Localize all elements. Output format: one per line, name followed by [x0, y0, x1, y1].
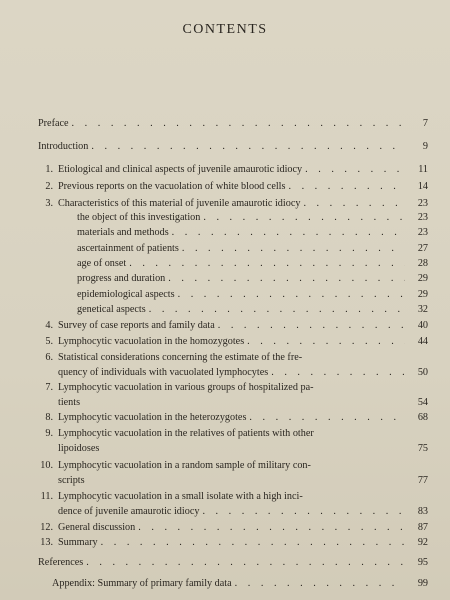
leader-dots [247, 336, 405, 348]
chapter-number: 2. [45, 181, 53, 192]
toc-entry [38, 382, 428, 409]
toc-subentry [77, 227, 428, 239]
toc-page-number: 9 [422, 141, 428, 152]
toc-page-number: 11 [418, 164, 428, 175]
toc-entry-title: Statistical considerations concerning the estimate of the fre- [58, 352, 303, 363]
leader-dots [129, 258, 405, 270]
toc-page-number: 77 [417, 475, 428, 486]
toc-entry-title: Introduction [38, 141, 89, 152]
toc-page-number: 29 [417, 289, 428, 300]
toc-page-number: 87 [417, 522, 428, 533]
toc-page-number: 28 [417, 258, 428, 269]
toc-entry [38, 537, 428, 549]
leader-dots [168, 273, 405, 285]
chapter-number: 5. [45, 336, 53, 347]
toc-entry-title: Etiological and clinical aspects of juvenile amaurotic idiocy [58, 164, 303, 175]
chapter-number: 10. [40, 460, 53, 471]
leader-dots [86, 557, 405, 569]
chapter-number: 4. [45, 320, 53, 331]
toc-page-number: 99 [417, 578, 428, 589]
toc-entry [38, 460, 428, 487]
toc-entry [38, 164, 428, 176]
toc-entry-title: Appendix: Summary of primary family data [52, 578, 232, 589]
toc-page-number: 23 [417, 227, 428, 238]
leader-dots [138, 522, 405, 534]
toc-entry [38, 522, 428, 534]
leader-dots [203, 212, 405, 224]
leader-dots [271, 367, 405, 379]
toc-entry-references [38, 557, 428, 569]
toc-entry [38, 491, 428, 518]
toc-page-number: 54 [417, 397, 428, 408]
toc-subentry [77, 289, 428, 301]
toc-entry [38, 198, 428, 210]
toc-entry-title: Preface [38, 118, 69, 129]
toc-subentry-title: epidemiological aspects [77, 289, 175, 300]
toc-entry-title: Lymphocytic vacuolation in a small isolate with a high inci- [58, 491, 303, 502]
toc-page-number: 29 [417, 273, 428, 284]
toc-subentry [77, 258, 428, 270]
leader-dots [303, 198, 405, 210]
toc-entry-title: Lymphocytic vacuolation in the heterozygotes [58, 412, 247, 423]
chapter-number: 1. [45, 164, 53, 175]
toc-page-number: 92 [417, 537, 428, 548]
chapter-number: 11. [40, 491, 53, 502]
leader-dots [101, 537, 405, 549]
chapter-number: 9. [45, 428, 53, 439]
toc-entry-title: Lymphocytic vacuolation in the homozygotes [58, 336, 245, 347]
toc-subentry-title: progress and duration [77, 273, 166, 284]
leader-dots [149, 304, 405, 316]
toc-page-number: 50 [417, 367, 428, 378]
toc-entry-preface [38, 118, 428, 130]
toc-entry-title-continued: scripts [58, 475, 85, 486]
toc-subentry-title: the object of this investigation [77, 212, 201, 223]
toc-entry-introduction [38, 141, 428, 153]
chapter-number: 12. [40, 522, 53, 533]
toc-entry-title: Summary [58, 537, 98, 548]
toc-subentry [77, 304, 428, 316]
toc-subentry-title: age of onset [77, 258, 127, 269]
toc-page-number: 14 [417, 181, 428, 192]
toc-entry-title: General discussion [58, 522, 136, 533]
toc-entry-title: Characteristics of this material of juvenile amaurotic idiocy [58, 198, 301, 209]
chapter-number: 8. [45, 412, 53, 423]
toc-entry [38, 181, 428, 193]
toc-entry-title-continued: lipoidoses [58, 443, 100, 454]
toc-entry-title-continued: dence of juvenile amaurotic idiocy [58, 506, 200, 517]
leader-dots [182, 243, 405, 255]
toc-entry-title: Lymphocytic vacuolation in various groups of hospitalized pa- [58, 382, 314, 393]
toc-subentry-title: genetical aspects [77, 304, 146, 315]
toc-entry-appendix [52, 578, 428, 590]
toc-subentry [77, 243, 428, 255]
toc-entry [38, 352, 428, 379]
toc-entry [38, 320, 428, 332]
toc-page-number: 75 [417, 443, 428, 454]
toc-subentry-title: ascertainment of patients [77, 243, 179, 254]
leader-dots [235, 578, 405, 590]
toc-page-number: 27 [417, 243, 428, 254]
toc-entry [38, 428, 428, 455]
chapter-number: 7. [45, 382, 53, 393]
toc-entry-title: Lymphocytic vacuolation in the relatives of patients with other [58, 428, 314, 439]
leader-dots [202, 506, 405, 518]
leader-dots [172, 227, 405, 239]
toc-entry [38, 336, 428, 348]
toc-subentry [77, 212, 428, 224]
toc-entry-title: Previous reports on the vacuolation of white blood cells [58, 181, 286, 192]
chapter-number: 13. [40, 537, 53, 548]
toc-entry-title: References [38, 557, 84, 568]
leader-dots [72, 118, 405, 130]
toc-entry-title-continued: tients [58, 397, 81, 408]
page-title: CONTENTS [182, 22, 268, 37]
chapter-number: 3. [45, 198, 53, 209]
toc-page-number: 83 [417, 506, 428, 517]
leader-dots [91, 141, 405, 153]
toc-subentry [77, 273, 428, 285]
toc-page-number: 23 [417, 198, 428, 209]
leader-dots [305, 164, 405, 176]
leader-dots [288, 181, 405, 193]
leader-dots [249, 412, 405, 424]
toc-entry-title: Lymphocytic vacuolation in a random sample of military con- [58, 460, 311, 471]
toc-entry [38, 412, 428, 424]
toc-page-number: 23 [417, 212, 428, 223]
toc-page-number: 95 [417, 557, 428, 568]
toc-subentry-title: materials and methods [77, 227, 169, 238]
chapter-number: 6. [45, 352, 53, 363]
toc-page-number: 40 [417, 320, 428, 331]
toc-page-number: 32 [417, 304, 428, 315]
leader-dots [178, 289, 405, 301]
toc-entry-title-continued: quency of individuals with vacuolated lymphocytes [58, 367, 269, 378]
toc-entry-title: Survey of case reports and family data [58, 320, 215, 331]
leader-dots [218, 320, 405, 332]
toc-page-number: 7 [422, 118, 428, 129]
toc-page-number: 44 [417, 336, 428, 347]
toc-page-number: 68 [417, 412, 428, 423]
